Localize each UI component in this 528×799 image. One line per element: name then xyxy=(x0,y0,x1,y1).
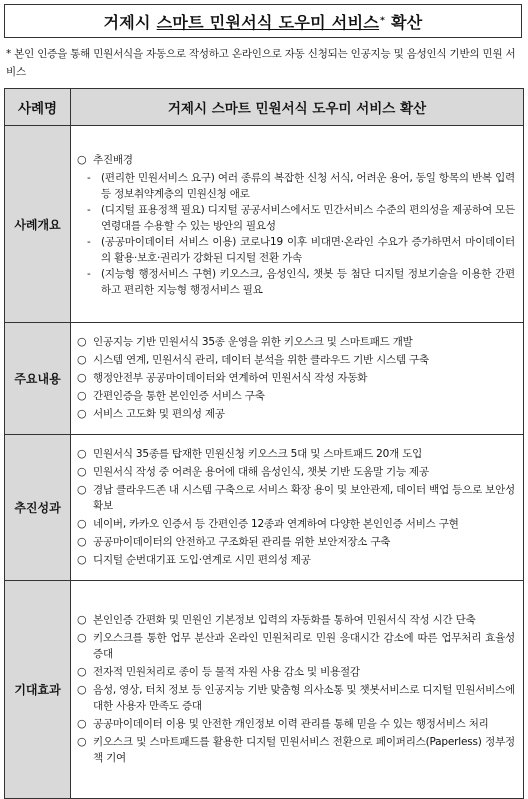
sub-item: - (디지털 표용정책 필요) 디지털 공공서비스에서도 민간서비스 수준의 편의성을 제공하여 모든 연령대를 수용할 수 있는 방안의 필요성 xyxy=(87,203,515,232)
dash-bullet-icon: - xyxy=(87,235,91,248)
circle-bullet-icon: ○ xyxy=(77,353,87,366)
overview-content xyxy=(71,126,524,323)
title-suffix: 확산 xyxy=(390,12,423,32)
dash-bullet-icon: - xyxy=(87,203,91,216)
list-item xyxy=(77,152,515,168)
circle-bullet-icon: ○ xyxy=(77,683,87,696)
list-item: ○ 키오스크를 통한 업무 분산과 온라인 민원처리로 민원 응대시간 감소에 따른 업무처리 효율성 증대 xyxy=(77,631,515,660)
circle-bullet-icon: ○ xyxy=(77,447,87,460)
circle-bullet-icon: ○ xyxy=(77,483,87,496)
title-service-name: 스마트 민원서식 도우미 서비스 xyxy=(156,12,380,32)
list-item: ○ 행정안전부 공공마이데이터와 연계하여 민원서식 작성 자동화 xyxy=(77,371,368,384)
circle-bullet-icon: ○ xyxy=(77,717,87,730)
dash-bullet-icon: - xyxy=(87,267,91,280)
list-item: ○ 네이버, 카카오 인증서 등 간편인증 12종과 연계하여 다양한 본인인증 서비스 구현 xyxy=(77,517,459,530)
list-item: ○ 서비스 고도화 및 편의성 제공 xyxy=(77,407,225,420)
title-prefix: 거제시 xyxy=(103,12,151,32)
circle-bullet-icon: ○ xyxy=(77,371,87,384)
dash-bullet-icon: - xyxy=(87,171,91,184)
circle-bullet-icon: ○ xyxy=(77,535,87,548)
circle-bullet-icon: ○ xyxy=(77,553,87,566)
list-item: ○ 간편인증을 통한 본인인증 서비스 구축 xyxy=(77,389,265,402)
results-content xyxy=(71,435,524,581)
list-item: ○ 본인인증 간편화 및 민원인 기본정보 입력의 자동화를 통하여 민원서식 작성 시간 단축 xyxy=(77,613,476,626)
overview-row xyxy=(5,126,524,323)
circle-bullet-icon: ○ xyxy=(77,517,87,530)
case-table xyxy=(4,88,524,799)
circle-bullet-icon: ○ xyxy=(77,631,87,644)
document-title xyxy=(4,4,522,38)
results-label: 추진성과 xyxy=(5,435,71,581)
sub-item: - (편리한 민원서비스 요구) 여러 종류의 복잡한 신청 서식, 어려운 용어, 동일 항목의 반복 입력 등 정보취약계층의 민원신청 애로 xyxy=(87,171,515,200)
table-header-row xyxy=(5,89,524,126)
list-item: ○ 민원서식 작성 중 어려운 용어에 대해 음성인식, 챗봇 기반 도움말 기능 제공 xyxy=(77,465,429,478)
circle-bullet-icon: ○ xyxy=(77,465,87,478)
results-row xyxy=(5,435,524,581)
list-item: ○ 공공마이데이터의 안전하고 구조화된 관리를 위한 보안저장소 구축 xyxy=(77,535,391,548)
list-item: ○ 시스템 연계, 민원서식 관리, 데이터 분석을 위한 클라우드 기반 시스템 구축 xyxy=(77,353,429,366)
circle-bullet-icon: ○ xyxy=(77,735,87,748)
effects-row xyxy=(5,581,524,799)
circle-bullet-icon: ○ xyxy=(77,389,87,402)
effects-content xyxy=(71,581,524,799)
effects-label: 기대효과 xyxy=(5,581,71,799)
header-label: 사례명 xyxy=(5,89,71,126)
header-value: 거제시 스마트 민원서식 도우미 서비스 확산 xyxy=(71,89,524,126)
circle-bullet-icon: ○ xyxy=(77,407,87,420)
content-label: 주요내용 xyxy=(5,323,71,435)
list-item: ○ 음성, 영상, 터치 정보 등 인공지능 기반 맞춤형 의사소통 및 챗봇서비스로 디지털 민원서비스에 대한 사용자 만족도 증대 xyxy=(77,683,515,712)
content-row xyxy=(5,323,524,435)
list-item: ○ 디지털 순번대기표 도입·연계로 시민 편의성 제공 xyxy=(77,553,311,566)
list-item: ○ 경남 클라우드존 내 시스템 구축으로 서비스 확장 용이 및 보안관제, 데이터 백업 등으로 보안성 확보 xyxy=(77,483,515,512)
list-item: ○ 전자적 민원처리로 종이 등 물적 자원 사용 감소 및 비용절감 xyxy=(77,665,360,678)
list-item: ○ 공공마이데이터 이용 및 안전한 개인정보 이력 관리를 통해 믿을 수 있는 행정서비스 처리 xyxy=(77,717,489,730)
circle-bullet-icon: ○ xyxy=(77,152,87,166)
list-item: ○ 인공지능 기반 민원서식 35종 운영을 위한 키오스크 및 스마트패드 개발 xyxy=(77,335,413,348)
content-content xyxy=(71,323,524,435)
overview-label: 사례개요 xyxy=(5,126,71,323)
title-footnote-mark: * xyxy=(380,16,386,26)
circle-bullet-icon: ○ xyxy=(77,613,87,626)
list-item: ○ 민원서식 35종를 탑재한 민원신청 키오스크 5대 및 스마트패드 20개 도입 xyxy=(77,447,423,460)
sub-item: - (지능형 행정서비스 구현) 키오스크, 음성인식, 챗봇 등 첨단 디지털 정보기술을 이용한 간편하고 편리한 지능형 행정서비스 필요 xyxy=(87,267,515,296)
sub-item: - (공공마이데이터 서비스 이용) 코로나19 이후 비대면·온라인 수요가 증가하면서 마이데이터의 활용·보호·권리가 강화된 디지털 전환 가속 xyxy=(87,235,515,264)
circle-bullet-icon: ○ xyxy=(77,335,87,348)
footnote: * 본인 인증을 통해 민원서식을 자동으로 작성하고 온라인으로 자동 신청되는 인공지능 및 음성인식 기반의 민원 서비스 xyxy=(6,48,516,78)
overview-heading: 추진배경 xyxy=(93,153,133,166)
list-item: ○ 키오스크 및 스마트패드를 활용한 디지털 민원서비스 전환으로 페이퍼리스(Paperless) 정부정책 기여 xyxy=(77,735,515,764)
circle-bullet-icon: ○ xyxy=(77,665,87,678)
